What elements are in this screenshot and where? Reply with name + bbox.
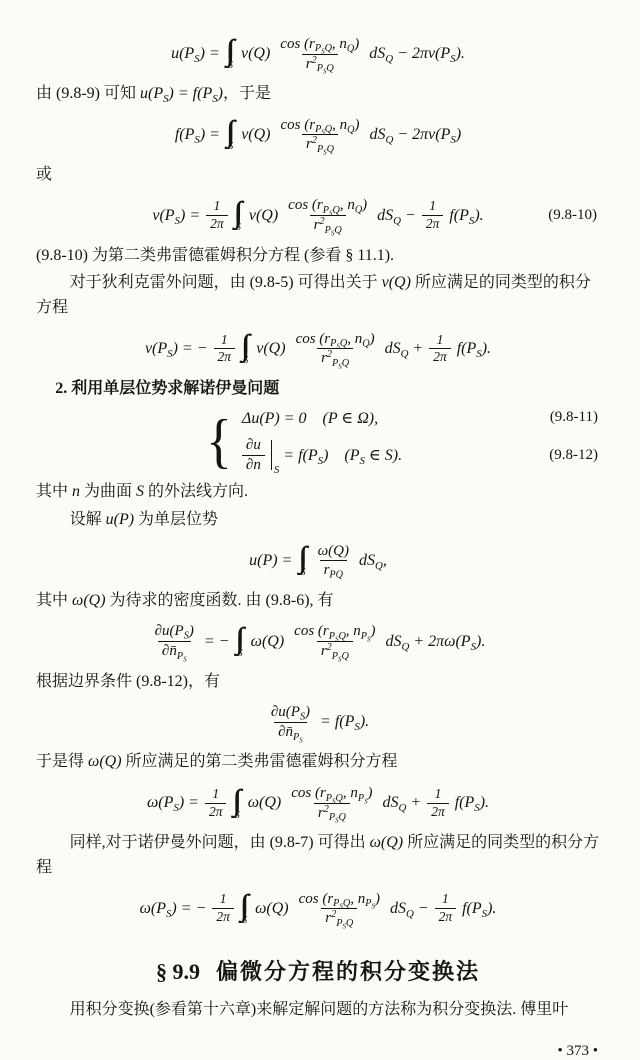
eq-density: ν(Q)	[248, 206, 279, 224]
eq-sign: = −	[203, 632, 230, 650]
eq-tail: $f(P_S)$.	[462, 899, 497, 920]
fraction	[242, 436, 265, 475]
eq-rhs: = $f(P_S)$.	[320, 713, 370, 734]
eq-lhs: $\nu(P_S)$ =	[152, 206, 201, 227]
equation-number: (9.8-12)	[549, 446, 598, 463]
frac-numerator: $\cos (r_{P_SQ}$, $n_{P_S}$)	[294, 623, 376, 644]
coefficient-fraction	[429, 332, 451, 367]
coefficient-fraction	[214, 332, 236, 367]
equation-9-8-12	[240, 436, 600, 475]
frac-denominator: $r^2_{P_SQ}$	[302, 54, 338, 74]
frac-denominator: $r^2_{P_SQ}$	[321, 908, 357, 928]
frac-numerator: 1	[219, 891, 227, 907]
equation-7	[36, 700, 600, 744]
paragraph: 对于狄利克雷外问题，由 (9.8-5) 可得出关于 ν(Q) 所应满足的同类型的积分方程	[36, 274, 591, 317]
frac-numerator: $\cos (r_{P_SQ}$, $n_Q$)	[295, 330, 375, 351]
fraction	[290, 622, 379, 664]
frac-denominator: $\partial n̄_{P_S}$	[158, 641, 191, 661]
integral-domain: S	[234, 809, 240, 821]
double-integral	[233, 195, 243, 234]
integral-domain: S	[227, 60, 233, 72]
eq-tail: $dS_Q - 2\pi\nu(P_S)$.	[369, 45, 465, 65]
system-brace: {	[206, 407, 232, 475]
eq-density: ν(Q)	[241, 125, 271, 143]
fraction	[314, 542, 353, 581]
double-integral-glyph: ∫∫	[239, 889, 242, 923]
coefficient-fraction	[427, 786, 449, 821]
eq-density: ν(Q)	[240, 45, 271, 62]
fraction	[276, 35, 363, 74]
double-integral	[235, 621, 244, 660]
eq-tail: $f(P_S)$.	[449, 206, 484, 227]
double-integral-glyph: ∫∫	[225, 34, 228, 68]
equation-1	[36, 32, 600, 76]
eq-body: Δu(P) = 0 (P ∈ Ω),	[241, 409, 379, 427]
frac-numerator: $\partial u(P_S)$	[270, 704, 311, 723]
eq-lhs: $\omega(P_S)$ = −	[139, 899, 207, 920]
frac-denominator: $\partial n̄_{P_S}$	[274, 722, 307, 742]
eq-lhs: $u(P_S)$ =	[171, 45, 220, 65]
equation-4	[36, 327, 600, 371]
eq-lhs: $\nu(P_S)$ = −	[144, 339, 208, 360]
frac-denominator: 2π	[206, 215, 228, 233]
paragraph: 其中 n 为曲面 S 的外法线方向.	[36, 483, 249, 501]
eq-density: ν(Q)	[256, 339, 286, 357]
equation-9-8-10	[36, 194, 600, 238]
paragraph: (9.8-10) 为第二类弗雷德霍姆积分方程 (参看 § 11.1).	[36, 246, 395, 264]
section-number: § 9.9	[155, 958, 200, 984]
coefficient-fraction	[205, 786, 227, 821]
eq-tail: $dS_Q$,	[359, 551, 387, 572]
eq-mid: $dS_Q$ −	[389, 899, 429, 920]
integral-domain: S	[300, 567, 306, 579]
paragraph: 于是得 ω(Q) 所应满足的第二类弗雷德霍姆积分方程	[36, 753, 398, 771]
frac-denominator: $r^2_{P_SQ}$	[314, 803, 350, 823]
equation-2	[36, 113, 600, 157]
coefficient-fraction	[435, 891, 457, 926]
frac-numerator: $\cos (r_{P_SQ}$, $n_Q$)	[280, 35, 360, 56]
frac-numerator: $\cos (r_{P_SQ}$, $n_{P_S}$)	[298, 890, 380, 911]
fraction	[277, 116, 364, 155]
double-integral	[298, 543, 307, 579]
equation-5	[36, 539, 600, 583]
equation-9	[36, 887, 600, 931]
evaluated-at-bar: S	[271, 440, 279, 470]
frac-numerator: $\partial u(P_S)$	[154, 623, 194, 642]
eq-lhs: $\omega(P_S)$ =	[146, 794, 199, 815]
eq-mid: $dS_Q$ +	[382, 794, 422, 815]
eq-tail: $f(P_S)$.	[454, 794, 490, 815]
frac-numerator: 1	[434, 785, 442, 801]
eq-density: ω(Q)	[250, 632, 285, 650]
frac-denominator: 2π	[205, 803, 227, 821]
frac-numerator: ∂u	[245, 436, 261, 453]
frac-denominator: 2π	[427, 803, 449, 821]
frac-denominator: $r^2_{P_SQ}$	[317, 641, 353, 661]
frac-denominator: 2π	[422, 215, 444, 233]
frac-numerator: 1	[441, 891, 449, 907]
double-integral-glyph: ∫∫	[225, 115, 228, 149]
eq-lhs: u(P) =	[249, 551, 293, 569]
frac-denominator: 2π	[212, 908, 234, 926]
frac-numerator: 1	[429, 198, 436, 214]
frac-denominator: 2π	[435, 908, 457, 926]
fraction	[284, 196, 371, 238]
integral-domain: S	[237, 647, 243, 659]
section-heading	[36, 955, 600, 986]
frac-numerator: 1	[436, 331, 444, 347]
paragraph: 或	[36, 165, 53, 183]
frac-numerator: $\cos (r_{P_SQ}$, $n_{P_S}$)	[291, 785, 373, 805]
double-integral	[241, 331, 250, 367]
frac-denominator: $r^2_{P_SQ}$	[310, 215, 346, 235]
paragraph: 用积分变换(参看第十六章)来解定解问题的方法称为积分变换法. 傅里叶	[69, 1000, 569, 1018]
equation-number: (9.8-10)	[548, 207, 597, 224]
frac-numerator: $\cos (r_{P_SQ}$, $n_Q$)	[280, 116, 360, 137]
double-integral	[232, 783, 241, 822]
subsection-title: 2. 利用单层位势求解诺伊曼问题	[55, 379, 280, 397]
eq-density: ω(Q)	[247, 794, 282, 812]
paragraph: 设解 u(P) 为单层位势	[69, 511, 219, 529]
integral-domain: S	[235, 221, 241, 233]
equation-number: (9.8-11)	[549, 409, 598, 426]
coefficient-fraction	[212, 891, 234, 926]
integral-domain: S	[243, 355, 249, 367]
paragraph: 同样,对于诺伊曼外问题，由 (9.8-7) 可得出 ω(Q) 所应满足的同类型的积分方程	[36, 834, 600, 877]
frac-numerator: $\cos (r_{P_SQ}$, $n_Q$)	[288, 197, 368, 218]
double-integral	[226, 117, 235, 153]
fraction	[292, 330, 379, 369]
eq-tail: $dS_Q - 2\pi\nu(P_S)$	[369, 125, 462, 146]
frac-numerator: 1	[220, 331, 228, 347]
equation-9-8-11	[240, 408, 600, 428]
fraction	[151, 622, 198, 664]
frac-numerator: 1	[212, 785, 220, 801]
eq-tail: $f(P_S)$.	[456, 339, 492, 360]
eq-mid: $dS_Q$ +	[384, 339, 424, 360]
fraction	[295, 890, 384, 929]
double-integral	[226, 36, 235, 72]
coefficient-fraction	[206, 198, 228, 233]
frac-numerator: ω(Q)	[317, 542, 350, 559]
eq-lhs: $f(P_S)$ =	[174, 125, 220, 146]
fraction	[267, 703, 314, 742]
double-integral-glyph: ∫∫	[232, 783, 235, 817]
equation-8	[36, 781, 600, 825]
page-number: • 373 •	[557, 1042, 598, 1059]
eq-body: = $f(P_S)$ ($P_S$ ∈ S).	[283, 447, 403, 467]
paragraph: 根据边界条件 (9.8-12)，有	[36, 672, 220, 690]
frac-denominator: 2π	[429, 348, 451, 366]
frac-numerator: 1	[213, 198, 221, 214]
paragraph: 由 (9.8-9) 可知 $u(P_S) = f(P_S)$，于是	[36, 85, 271, 105]
fraction	[287, 784, 376, 823]
double-integral-glyph: ∫∫	[233, 195, 236, 229]
frac-denominator: $r_{PQ}$	[320, 560, 347, 580]
integral-domain: S	[241, 915, 248, 927]
eq-mid: $dS_Q$ −	[377, 206, 416, 227]
frac-denominator: ∂n	[242, 455, 265, 475]
eq-density: ω(Q)	[255, 899, 289, 917]
eq-tail: $dS_Q + 2\pi\omega(P_S)$.	[385, 632, 486, 653]
paragraph: 其中 ω(Q) 为待求的密度函数. 由 (9.8-6), 有	[36, 591, 334, 609]
double-integral	[240, 891, 249, 927]
double-integral-glyph: ∫∫	[298, 541, 301, 575]
coefficient-fraction	[422, 198, 444, 233]
section-title: 偏微分方程的积分变换法	[215, 958, 480, 984]
double-integral-glyph: ∫∫	[235, 621, 238, 655]
equation-6	[36, 620, 600, 664]
frac-denominator: $r^2_{P_SQ}$	[317, 348, 353, 368]
integral-domain: S	[227, 141, 234, 153]
double-integral-glyph: ∫∫	[241, 329, 244, 363]
equation-system	[36, 408, 600, 475]
frac-denominator: 2π	[214, 348, 236, 366]
frac-denominator: $r^2_{P_SQ}$	[302, 134, 338, 154]
system-rows	[240, 408, 600, 475]
